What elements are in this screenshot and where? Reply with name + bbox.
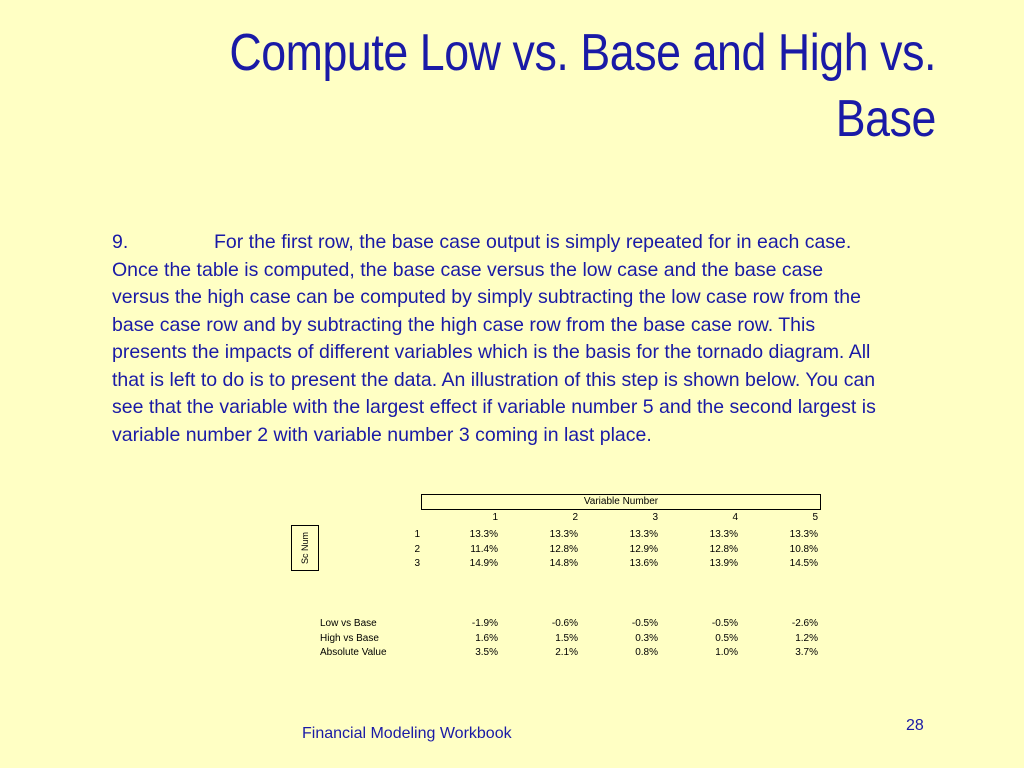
table-cell: -0.5%	[711, 618, 738, 629]
table-cell: 13.3%	[629, 529, 658, 540]
column-header: 4	[732, 512, 738, 523]
table-cell: 2.1%	[555, 647, 578, 658]
table-cell: 0.3%	[635, 632, 658, 644]
table-cell: 12.8%	[549, 543, 578, 555]
slide-title-line-1: Compute Low vs. Base and High vs.	[229, 24, 937, 82]
scenario-axis-label: Sc Num	[300, 531, 310, 565]
table-cell: 10.8%	[789, 543, 818, 555]
footer-text: Financial Modeling Workbook	[302, 725, 512, 742]
table-cell: 13.3%	[709, 529, 738, 540]
scenario-number: 2	[414, 543, 420, 555]
table-cell: 1.6%	[475, 632, 498, 644]
scenario-number: 1	[414, 529, 420, 540]
table-cell: 13.6%	[629, 558, 658, 569]
table-cell: 3.7%	[795, 647, 818, 658]
column-header: 2	[572, 512, 578, 523]
column-header: 5	[812, 512, 818, 523]
slide-title	[196, 20, 936, 152]
table-cell: 13.3%	[469, 529, 498, 540]
scenario-axis-box	[291, 525, 319, 571]
step-text: For the first row, the base case output is simply repeated for in each case. Once the table is computed, the base case versus the low case and the base case versus the high case can be computed by simply subtracting the low case row from the base case row and by subtracting the high case row from the base case row. This presents the impacts of different variables which is the basis for the tornado diagram. All that is left to do is to present the data. An illustration of this step is shown below. You can see that the variable with the largest effect if variable number 5 and the second largest is variable number 2 with variable number 3 coming in last place.	[112, 231, 876, 446]
table-cell: 13.9%	[709, 558, 738, 569]
page-number: 28	[906, 717, 924, 734]
variable-number-header: Variable Number	[421, 494, 821, 510]
table-cell: -0.6%	[551, 618, 578, 629]
table-cell: 13.3%	[549, 529, 578, 540]
table-cell: -2.6%	[791, 618, 818, 629]
table-cell: 13.3%	[789, 529, 818, 540]
table-cell: 12.9%	[629, 543, 658, 555]
table-cell: 0.8%	[635, 647, 658, 658]
column-header: 3	[652, 512, 658, 523]
table-cell: 1.2%	[795, 632, 818, 644]
column-header: 1	[492, 512, 498, 523]
table-cell: 14.5%	[789, 558, 818, 569]
table-cell: -1.9%	[471, 618, 498, 629]
table-cell: -0.5%	[631, 618, 658, 629]
table-cell: 3.5%	[475, 647, 498, 658]
summary-label: High vs Base	[320, 632, 379, 644]
step-number: 9.	[112, 231, 129, 253]
summary-label: Absolute Value	[320, 647, 387, 658]
table-cell: 14.8%	[549, 558, 578, 569]
summary-label: Low vs Base	[320, 618, 377, 629]
table-cell: 14.9%	[469, 558, 498, 569]
body-paragraph	[112, 229, 882, 449]
table-cell: 12.8%	[709, 543, 738, 555]
table-cell: 1.5%	[555, 632, 578, 644]
slide-title-line-2: Base	[835, 90, 936, 148]
table-cell: 1.0%	[715, 647, 738, 658]
scenario-number: 3	[414, 558, 420, 569]
table-cell: 0.5%	[715, 632, 738, 644]
table-cell: 11.4%	[470, 543, 498, 555]
